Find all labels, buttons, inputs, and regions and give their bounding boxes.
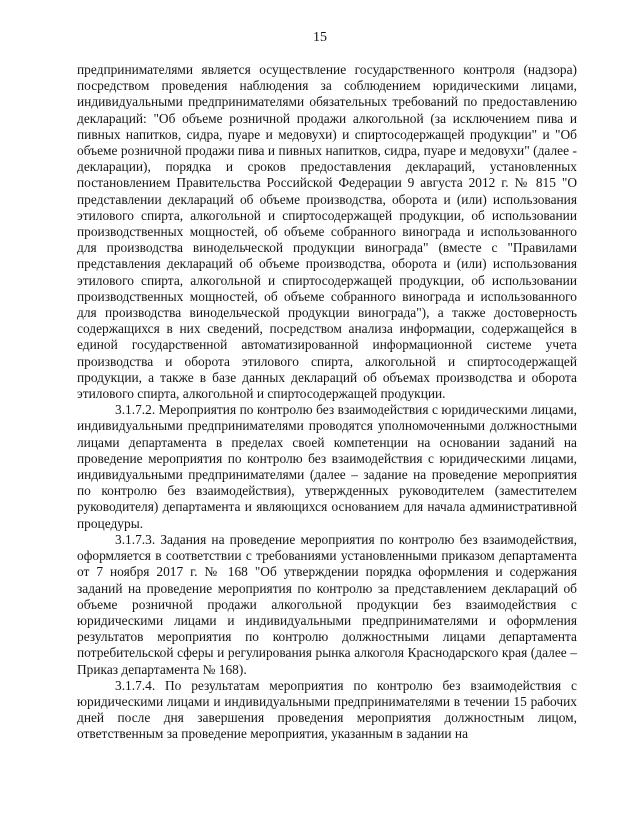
page-number: 15 [313,30,327,45]
paragraph-3-1-7-3: 3.1.7.3. Задания на проведение мероприятия по контролю без взаимодействия, оформляется в соответствии с требованиями установленными приказом департамента от 7 ноября 2017 г. № 168 "Об утверждении порядка оформления и содержания заданий на проведение мероприятия по контролю за представлением деклараций об объеме розничной продажи алкогольной продукции без взаимодействия с юридическими лицами и индивидуальными предпринимателями и оформления результатов мероприятия по контролю должностными лицами департамента потребительской сферы и регулирования рынка алкоголя Краснодарского края (далее – Приказ департамента № 168). [77,531,577,677]
paragraph-3-1-7-4: 3.1.7.4. По результатам мероприятия по контролю без взаимодействия с юридическими лицами и индивидуальными предпринимателями в течении 15 рабочих дней после дня завершения проведения мероприятия должностным лицом, ответственным за проведение мероприятия, указанным в задании на [77,677,577,742]
paragraph-continuation: предпринимателями является осуществление государственного контроля (надзора) посредством проведения наблюдения за соблюдением юридическими лицами, индивидуальными предпринимателями обязательных требований по предоставлению деклараций: "Об объеме розничной продажи алкогольной (за исключением пива и пивных напитков, сидра, пуаре и медовухи) и спиртосодержащей продукции" и "Об объеме розничной продажи пива и пивных напитков, сидра, пуаре и медовухи" (далее - декларации), порядка и сроков предоставления деклараций, установленных постановлением Правительства Российской Федерации 9 августа 2012 г. № 815 "О представлении деклараций об объеме производства, оборота и (или) использования этилового спирта, алкогольной и спиртосодержащей продукции, об использовании производственных мощностей, об объеме собранного винограда и использованного для производства винодельческой продукции винограда" (вместе с "Правилами представления деклараций об объеме производства, оборота и (или) использования этилового спирта, алкогольной и спиртосодержащей продукции, об использовании производственных мощностей, об объеме собранного винограда и использованного для производства винодельческой продукции винограда"), а также достоверность содержащихся в них сведений, посредством анализа информации, содержащейся в единой государственной автоматизированной информационной системе учета производства и оборота этилового спирта, алкогольной и спиртосодержащей продукции, а также в базе данных деклараций об объемах производства и оборота этилового спирта, алкогольной и спиртосодержащей продукции. [77,62,577,402]
document-body [77,62,577,743]
paragraph-3-1-7-2: 3.1.7.2. Мероприятия по контролю без взаимодействия с юридическими лицами, индивидуальными предпринимателями проводятся уполномоченными должностными лицами департамента в пределах своей компетенции на основании заданий на проведение мероприятия по контролю без взаимодействия с юридическими лицами, индивидуальными предпринимателями (далее – задание на проведение мероприятия по контролю без взаимодействия), утвержденных руководителем (заместителем руководителя) департамента и являющихся основанием для начала административной процедуры. [77,402,577,531]
